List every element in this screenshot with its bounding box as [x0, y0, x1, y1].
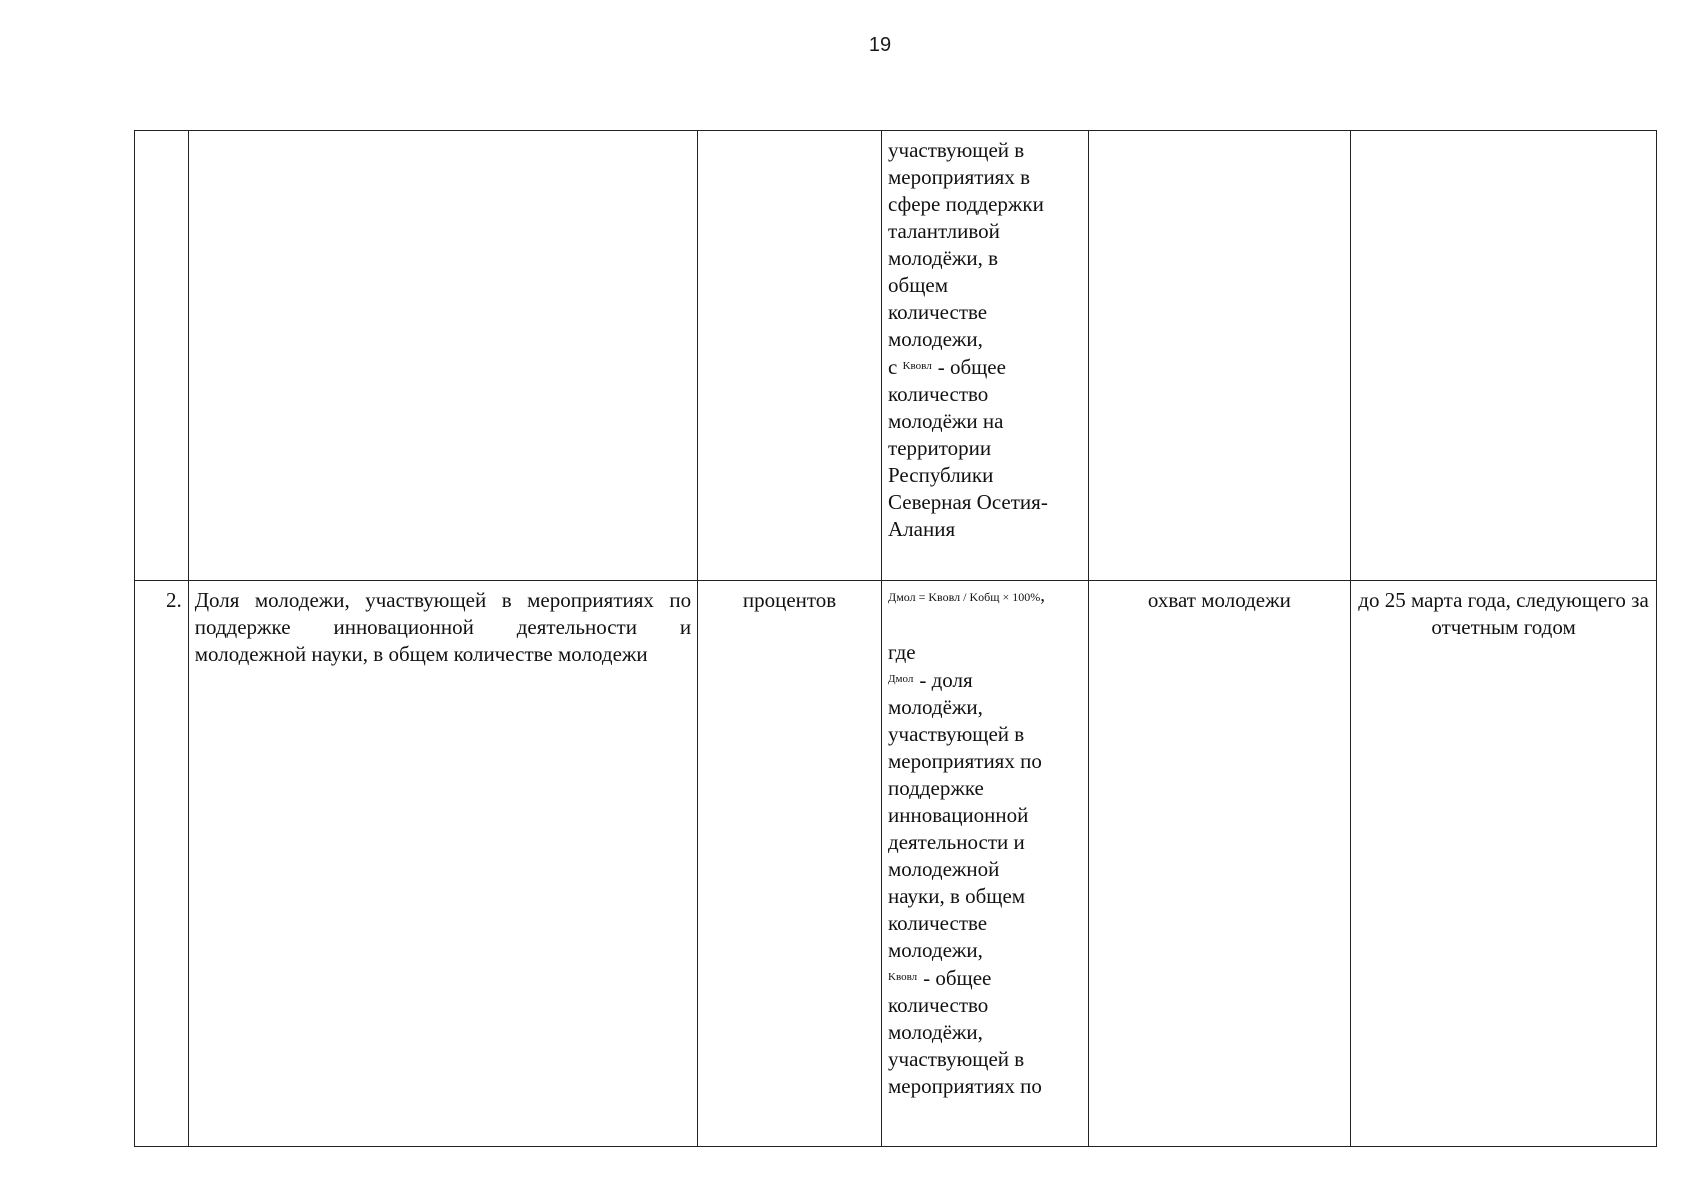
- formula-symbol: Дмол: [888, 673, 914, 685]
- method-line: инновационной: [888, 803, 1029, 827]
- symbol-description: - общее: [923, 966, 992, 990]
- table-row: [135, 581, 1657, 1147]
- method-line: молодёжи,: [888, 1020, 983, 1044]
- unit-of-measure: процентов: [698, 581, 882, 1147]
- symbol-description: - общее: [937, 355, 1006, 379]
- indicator-name: Доля молодежи, участвующей в мероприятиях по поддержке инновационной деятельности и молодежной науки, в общем количестве молодежи: [188, 581, 697, 1147]
- method-line: талантливой: [888, 219, 1000, 243]
- method-line: количество: [888, 382, 989, 406]
- symbol-definition-line: [888, 964, 1082, 992]
- method-line: молодежи,: [888, 327, 983, 351]
- row-number: 2.: [135, 581, 189, 1147]
- page-number: 19: [868, 34, 892, 56]
- symbol-prefix: с: [888, 355, 898, 379]
- indicator-table: [134, 130, 1657, 1147]
- unit-cell: [698, 131, 882, 581]
- method-line: молодёжи, в: [888, 246, 999, 270]
- method-line: мероприятиях по: [888, 749, 1042, 773]
- method-line: количестве: [888, 911, 988, 935]
- formula-expression: Дмол = Kвовл / Kобщ × 100%: [888, 590, 1041, 604]
- symbol-description: - доля: [919, 668, 973, 692]
- basis-of-measurement: охват молодежи: [1088, 581, 1350, 1147]
- reporting-deadline: до 25 марта года, следующего за отчетным годом: [1351, 581, 1657, 1147]
- method-line: мероприятиях в: [888, 165, 1031, 189]
- method-line: Северная Осетия-: [888, 490, 1048, 514]
- method-line: мероприятиях по: [888, 1074, 1042, 1098]
- method-line: количестве: [888, 300, 988, 324]
- method-line: сфере поддержки: [888, 192, 1044, 216]
- table-row: [135, 131, 1657, 581]
- symbol-definition-line: [888, 666, 1082, 694]
- calculation-method-cell: [882, 581, 1089, 1147]
- basis-cell: [1088, 131, 1350, 581]
- symbol-definition-line: [888, 353, 1082, 381]
- calculation-method-cell: [882, 131, 1089, 581]
- method-line: общем: [888, 273, 948, 297]
- method-line: молодежи,: [888, 938, 983, 962]
- method-line: молодежной: [888, 857, 1000, 881]
- term-cell: [1351, 131, 1657, 581]
- method-line: Республики: [888, 463, 994, 487]
- method-line: поддержке: [888, 776, 984, 800]
- method-line: науки, в общем: [888, 884, 1026, 908]
- method-line: территории: [888, 436, 992, 460]
- method-line: участвующей в: [888, 1047, 1025, 1071]
- formula: [888, 587, 1082, 606]
- formula-symbol: Kвовл: [888, 971, 918, 983]
- method-line: количество: [888, 993, 989, 1017]
- method-line: Алания: [888, 517, 956, 541]
- formula-symbol: Kвовл: [902, 360, 932, 372]
- method-line: молодёжи,: [888, 695, 983, 719]
- method-line: участвующей в: [888, 722, 1025, 746]
- method-line: молодёжи на: [888, 409, 1004, 433]
- where-label: где: [888, 640, 916, 664]
- formula-comma: ,: [1040, 585, 1045, 606]
- method-line: деятельности и: [888, 830, 1025, 854]
- indicator-name-cell: [188, 131, 697, 581]
- method-line: участвующей в: [888, 138, 1025, 162]
- number-cell: [135, 131, 189, 581]
